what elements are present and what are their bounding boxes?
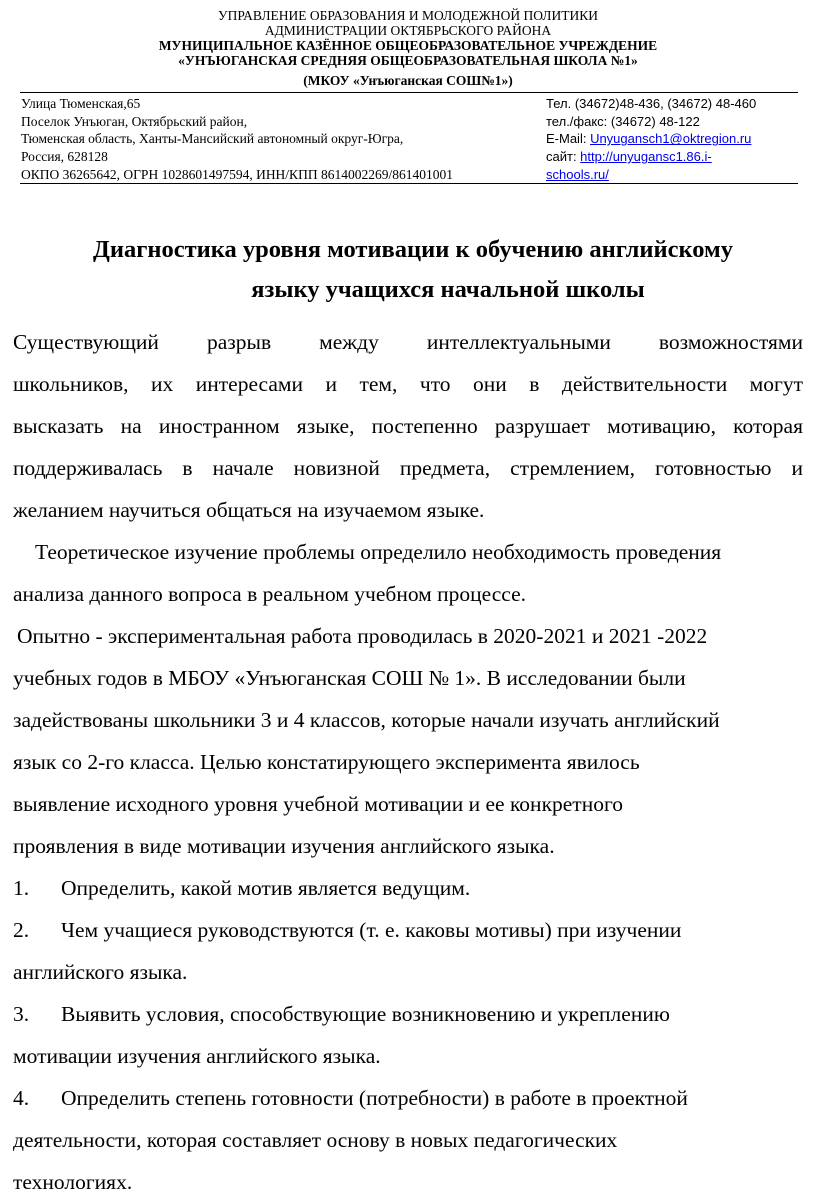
header-line-4: «УНЪЮГАНСКАЯ СРЕДНЯЯ ОБЩЕОБРАЗОВАТЕЛЬНАЯ ШКОЛА №1» <box>178 53 638 68</box>
list-text: Определить степень готовности (потребности) в работе в проектной <box>61 1086 688 1110</box>
paragraph-line: желанием научиться общаться на изучаемом языке. <box>13 498 485 522</box>
paragraph-2 <box>13 531 803 615</box>
paragraph-3 <box>13 615 803 867</box>
site-link-part-2[interactable]: schools.ru/ <box>546 166 609 182</box>
list-number: 2. <box>13 918 30 942</box>
paragraph-line: Существующий разрыв между интеллектуальными возможностями <box>13 330 803 354</box>
list-number: 1. <box>13 876 30 900</box>
header-line-2: АДМИНИСТРАЦИИ ОКТЯБРЬСКОГО РАЙОНА <box>264 23 552 38</box>
list-number: 4. <box>13 1086 30 1110</box>
list-item-4-cont: технологиях. <box>13 1170 133 1194</box>
paragraph-line: задействованы школьники 3 и 4 классов, которые начали изучать английский <box>13 708 720 732</box>
list-item-3 <box>13 993 803 1035</box>
paragraph-line: анализа данного вопроса в реальном учебном процессе. <box>13 582 526 606</box>
address-region: Тюменская область, Ханты-Мансийский автономный округ-Югра, <box>21 131 404 147</box>
address-codes: ОКПО 36265642, ОГРН 1028601497594, ИНН/КПП 8614002269/861401001 <box>21 166 453 182</box>
list-item-1 <box>13 867 803 909</box>
header-bottom-rule <box>20 183 798 184</box>
contact-email-row <box>546 130 756 148</box>
email-label: E-Mail: <box>546 131 591 147</box>
document-title-line-2: языку учащихся начальной школы <box>251 276 645 303</box>
address-street: Улица Тюменская,65 <box>21 96 141 111</box>
contact-site-row-2 <box>546 166 756 184</box>
address-settlement: Поселок Унъюган, Октябрьский район, <box>21 113 248 129</box>
header-top-rule <box>20 92 798 93</box>
contacts-block <box>546 95 756 184</box>
header-line-3: МУНИЦИПАЛЬНОЕ КАЗЁННОЕ ОБЩЕОБРАЗОВАТЕЛЬНОЕ УЧРЕЖДЕНИЕ <box>158 38 658 53</box>
paragraph-line: выявление исходного уровня учебной мотивации и ее конкретного <box>13 792 623 816</box>
list-text: Чем учащиеся руководствуются (т. е. каковы мотивы) при изучении <box>61 918 682 942</box>
document-title-line-1: Диагностика уровня мотивации к обучению английскому <box>93 236 733 263</box>
site-link-part-1[interactable]: http://unyugansc1.86.i- <box>580 149 712 165</box>
email-link[interactable]: Unyugansch1@oktregion.ru <box>590 131 752 147</box>
contact-fax: тел./факс: (34672) 48-122 <box>546 113 700 129</box>
paragraph-line: проявления в виде мотивации изучения английского языка. <box>13 834 555 858</box>
contact-phone: Тел. (34672)48-436, (34672) 48-460 <box>546 96 757 111</box>
list-item-3-cont: мотивации изучения английского языка. <box>13 1044 381 1068</box>
list-item-2 <box>13 909 803 951</box>
paragraph-line: язык со 2-го класса. Целью констатирующего эксперимента явилось <box>13 750 640 774</box>
paragraph-line: поддерживалась в начале новизной предмета, стремлением, готовностью и <box>13 456 803 480</box>
paragraph-line: школьников, их интересами и тем, что они в действительности могут <box>13 372 803 396</box>
list-text: Выявить условия, способствующие возникновению и укреплению <box>61 1002 670 1026</box>
list-text: Определить, какой мотив является ведущим. <box>61 876 471 900</box>
paragraph-1 <box>13 321 803 531</box>
paragraph-line: Теоретическое изучение проблемы определило необходимость проведения <box>35 540 722 564</box>
list-number: 3. <box>13 1002 30 1026</box>
header-line-1: УПРАВЛЕНИЕ ОБРАЗОВАНИЯ И МОЛОДЕЖНОЙ ПОЛИТИКИ <box>218 8 598 23</box>
paragraph-line: учебных годов в МБОУ «Унъюганская СОШ № 1». В исследовании были <box>13 666 686 690</box>
list-item-4 <box>13 1077 803 1119</box>
list-item-2-cont: английского языка. <box>13 960 188 984</box>
list-item-4-cont: деятельности, которая составляет основу в новых педагогических <box>13 1128 618 1152</box>
paragraph-line: высказать на иностранном языке, постепенно разрушает мотивацию, которая <box>13 414 803 438</box>
address-country: Россия, 628128 <box>21 149 108 165</box>
address-block <box>21 95 453 184</box>
contact-site-row <box>546 148 756 166</box>
site-label: сайт: <box>546 149 581 165</box>
numbered-list <box>13 867 803 1203</box>
paragraph-line: Опытно - экспериментальная работа проводилась в 2020-2021 и 2021 -2022 <box>17 624 708 648</box>
header-line-5: (МКОУ «Унъюганская СОШ№1») <box>303 73 513 88</box>
